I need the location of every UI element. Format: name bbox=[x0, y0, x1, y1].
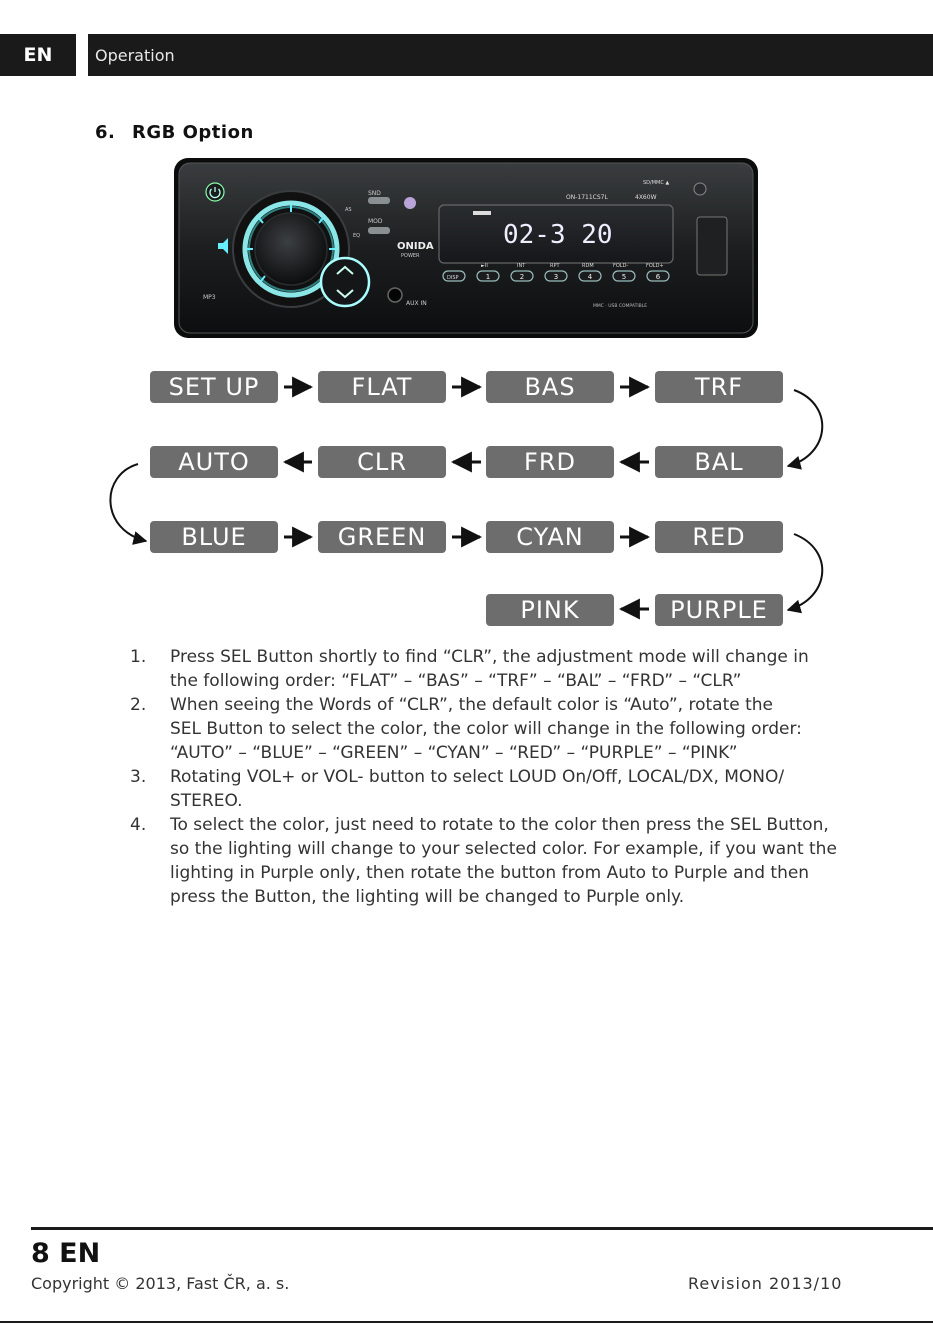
section-title bbox=[95, 122, 254, 143]
volume-knob bbox=[255, 213, 327, 285]
preset-6: 6 bbox=[655, 273, 661, 281]
flow-box-clr: CLR bbox=[318, 446, 446, 478]
arrow-curve-right bbox=[788, 534, 822, 610]
snd-label: SND bbox=[368, 190, 381, 197]
flow-box-flat: FLAT bbox=[318, 371, 446, 403]
bottom-divider bbox=[0, 1321, 933, 1323]
flow-box-blue: BLUE bbox=[150, 521, 278, 553]
list-item: 2. When seeing the Words of “CLR”, the default color is “Auto”, rotate the SEL Button to select the color, the color will change in the following order: “AUTO” – “BLUE” – “GREEN” – “CYAN” – “RED” – “PURPLE” – “PINK” bbox=[130, 695, 802, 763]
arrow-curve-left bbox=[110, 464, 146, 541]
list-item: 3. Rotating VOL+ or VOL- button to select LOUD On/Off, LOCAL/DX, MONO/ STEREO. bbox=[130, 767, 785, 811]
list-item: 1. Press SEL Button shortly to find “CLR”, the adjustment mode will change in the following order: “FLAT” – “BAS” – “TRF” – “BAL” – “FRD” – “CLR” bbox=[130, 647, 809, 691]
arrow-curve-right bbox=[788, 390, 822, 466]
car-radio-illustration bbox=[173, 157, 759, 339]
rpt-label: RPT bbox=[550, 263, 560, 269]
section-number: 6. bbox=[95, 122, 116, 143]
language-label: EN bbox=[23, 44, 53, 66]
model-label: ON-1711CS7L bbox=[566, 194, 608, 201]
flow-box-trf: TRF bbox=[655, 371, 783, 403]
flow-box-green: GREEN bbox=[318, 521, 446, 553]
preset-5: 5 bbox=[621, 273, 627, 281]
power-label: 4X60W bbox=[635, 194, 657, 201]
language-tab bbox=[0, 34, 76, 76]
flow-box-frd: FRD bbox=[486, 446, 614, 478]
flow-box-auto: AUTO bbox=[150, 446, 278, 478]
int-label: INT bbox=[517, 263, 526, 269]
disp-label: DISP bbox=[447, 275, 459, 281]
mod-label: MOD bbox=[368, 218, 383, 225]
lcd-readout: 02-3 20 bbox=[503, 220, 613, 250]
flow-box-purple: PURPLE bbox=[655, 594, 783, 626]
revision: Revision 2013/10 bbox=[688, 1274, 843, 1293]
brand-sub: POWER bbox=[401, 253, 420, 259]
eq-label: EQ bbox=[353, 233, 361, 239]
aux-label: AUX IN bbox=[406, 300, 427, 307]
eject-icon bbox=[694, 183, 706, 195]
brand-logo: ONIDA bbox=[397, 241, 434, 252]
flow-box-red: RED bbox=[655, 521, 783, 553]
flow-box-setup: SET UP bbox=[150, 371, 278, 403]
usb-cover bbox=[697, 217, 727, 275]
preset-4: 4 bbox=[587, 273, 593, 281]
instruction-list bbox=[130, 645, 850, 909]
section-header-bar bbox=[88, 34, 933, 76]
media-label: MMC · USB COMPATIBLE bbox=[593, 304, 648, 309]
sel-button bbox=[321, 258, 369, 306]
flow-box-cyan: CYAN bbox=[486, 521, 614, 553]
section-header-label: Operation bbox=[95, 45, 175, 65]
flow-box-bas: BAS bbox=[486, 371, 614, 403]
rdm-label: RDM bbox=[582, 263, 594, 269]
fold-down-label: FOLD- bbox=[613, 263, 629, 269]
as-label: AS bbox=[345, 207, 352, 213]
preset-1: 1 bbox=[485, 273, 491, 281]
preset-3: 3 bbox=[553, 273, 559, 281]
mp3-label: MP3 bbox=[203, 294, 216, 301]
sd-label: SD/MMC ▲ bbox=[643, 180, 670, 186]
play-label: ►II bbox=[481, 263, 488, 269]
page-number: 8 EN bbox=[31, 1238, 101, 1269]
aux-jack bbox=[388, 288, 402, 302]
flow-box-pink: PINK bbox=[486, 594, 614, 626]
ir-sensor bbox=[404, 197, 416, 209]
section-title-text: RGB Option bbox=[132, 122, 254, 143]
copyright: Copyright © 2013, Fast ČR, a. s. bbox=[31, 1274, 290, 1293]
fold-up-label: FOLD+ bbox=[646, 263, 664, 269]
preset-2: 2 bbox=[519, 273, 525, 281]
footer-divider bbox=[31, 1227, 933, 1230]
flow-box-bal: BAL bbox=[655, 446, 783, 478]
list-item: 4. To select the color, just need to rotate to the color then press the SEL Button, so the lighting will change to your selected color. For example, if you want the lighting in Purple only, then rotate the button from Auto to Purple and then press the Button, the lighting will be changed to Purple only. bbox=[130, 815, 837, 907]
